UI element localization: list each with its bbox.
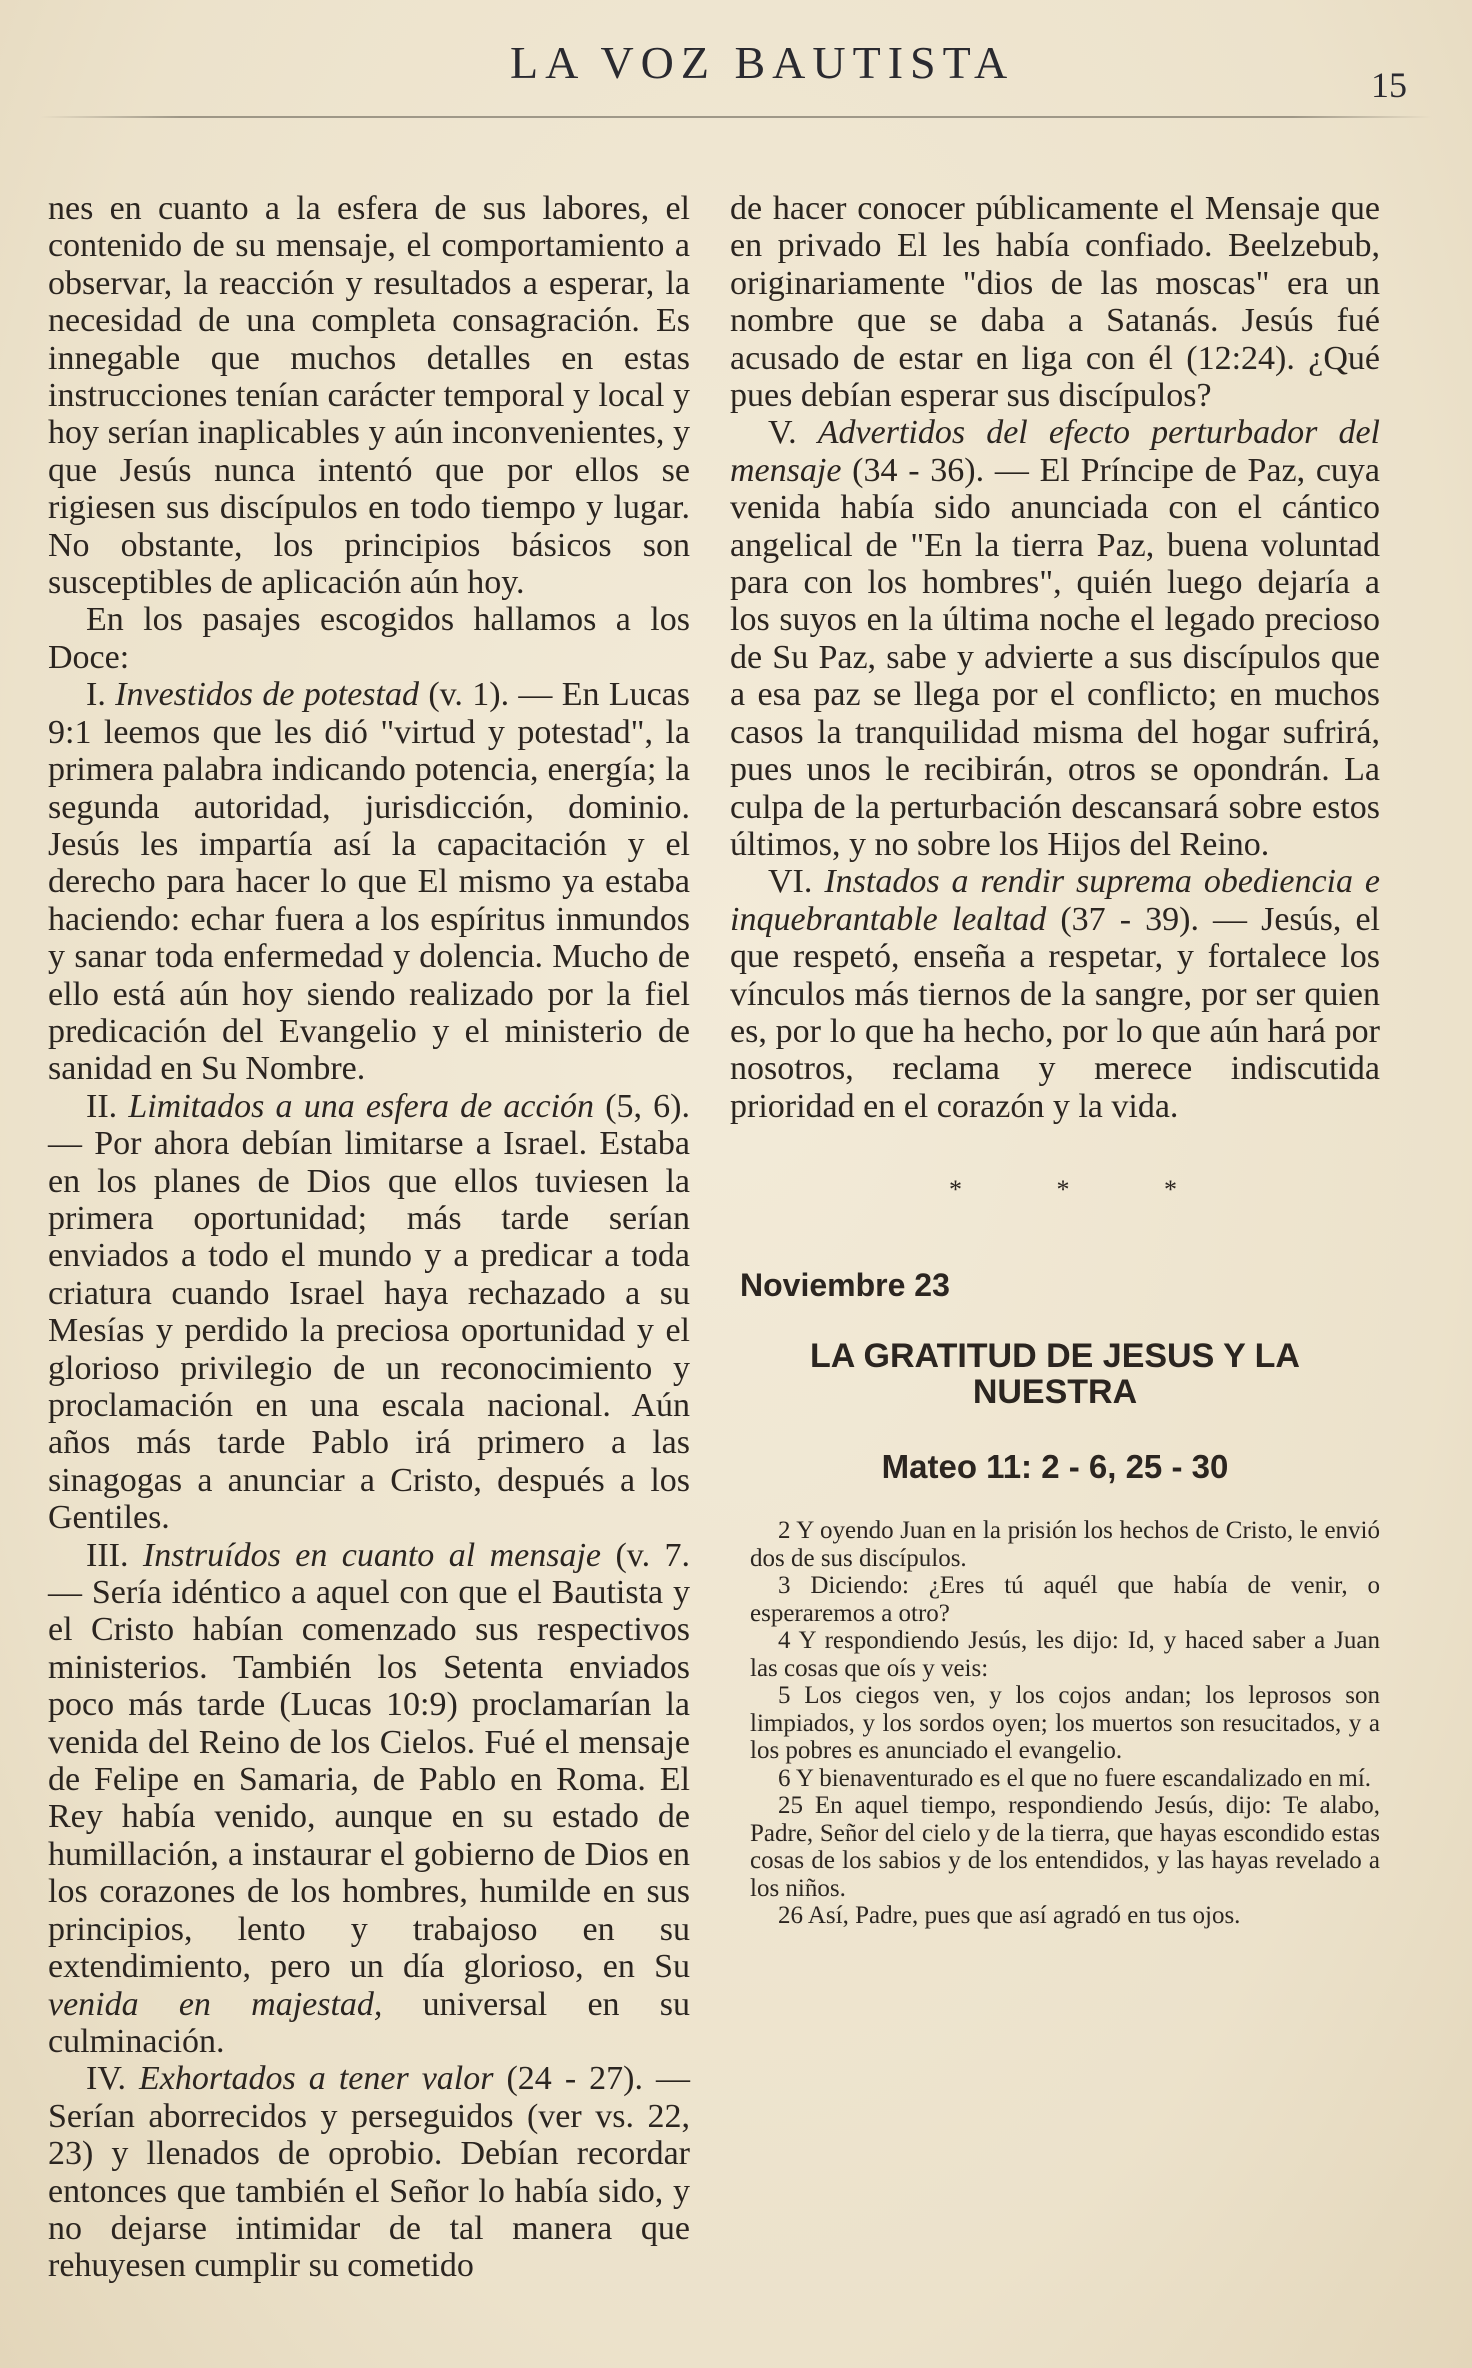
section-number: III. bbox=[86, 1536, 129, 1574]
section-title: Limitados a una esfera de acción bbox=[128, 1087, 595, 1125]
verse: 5 Los ciegos ven, y los cojos andan; los leprosos son limpiados, y los sordos oyen; los muertos son resucitados, y a los pobres es anunciado el evangelio. bbox=[750, 1682, 1380, 1765]
section-tail: universal en su culminación. bbox=[48, 1985, 690, 2060]
section-5 bbox=[730, 414, 1380, 863]
left-column bbox=[48, 190, 690, 2285]
section-title: Instruídos en cuanto al mensaje bbox=[142, 1536, 602, 1574]
verse: 3 Diciendo: ¿Eres tú aquél que había de venir, o esperaremos a otro? bbox=[750, 1572, 1380, 1627]
running-title: LA VOZ BAUTISTA bbox=[510, 37, 1015, 88]
page-header bbox=[40, 30, 1432, 120]
section-title: Investidos de potestad bbox=[115, 676, 419, 714]
section-2 bbox=[48, 1088, 690, 1537]
lesson-date: Noviembre 23 bbox=[740, 1266, 950, 1303]
lesson-title: LA GRATITUD DE JESUS Y LA NUESTRA bbox=[810, 1336, 1300, 1411]
paragraph: de hacer conocer públicamente el Mensaje que en privado El les había confiado. Beelzebub, originariamente "dios de las moscas" era un nombre que se daba a Satanás. Jesús fué acusado de estar en liga con él (12:24). ¿Qué pues debían esperar sus discípulos? bbox=[730, 190, 1380, 415]
section-title: Exhortados a tener valor bbox=[139, 2060, 494, 2098]
verse-list bbox=[730, 1517, 1380, 1930]
section-body: (34 - 36). — El Príncipe de Paz, cuya venida había sido anunciada con el cántico angelical de "En la tierra Paz, buena voluntad para con los hombres", quién luego dejaría a los suyos en la última noche el legado precioso de Su Paz, sabe y advierte a sus discípulos que a esa paz se llega por el conflicto; en muchos casos la tranquilidad misma del hogar sufrirá, pues unos le recibirán, otros se opondrán. La culpa de la perturbación descansará sobre estos últimos, y no sobre los Hijos del Reino. bbox=[730, 451, 1380, 863]
section-number: IV. bbox=[86, 2060, 126, 2098]
section-number: II. bbox=[86, 1087, 118, 1125]
header-rule bbox=[40, 116, 1432, 118]
section-body: (v. 1). — En Lucas 9:1 leemos que les dió "virtud y potestad", la primera palabra indicando potencia, energía; la segunda autoridad, jurisdicción, dominio. Jesús les impartía así la capacitación y el derecho para hacer lo que El mismo ya estaba haciendo: echar fuera a los espíritus inmundos y sanar toda enfermedad y dolencia. Mucho de ello está aún hoy siendo realizado por la fiel predicación del Evangelio y el ministerio de sanidad en Su Nombre. bbox=[48, 676, 691, 1088]
paragraph: nes en cuanto a la esfera de sus labores, el contenido de su mensaje, el comportamiento a observar, la reacción y resultados a esperar, la necesidad de una completa consagración. Es innegable que muchos detalles en estas instrucciones tenían carácter temporal y local y hoy serían inaplicables y aún inconvenientes, y que Jesús nunca intentó que por ellos se rigiesen sus discípulos en todo tiempo y lugar. No obstante, los principios básicos son susceptibles de aplicación aún hoy. bbox=[48, 190, 690, 602]
section-title: Advertidos del efecto perturbador del mensaje bbox=[730, 414, 1380, 489]
verse: 2 Y oyendo Juan en la prisión los hechos de Cristo, le envió dos de sus discípulos. bbox=[750, 1517, 1380, 1572]
section-title: Instados a rendir suprema obediencia e inquebrantable lealtad bbox=[730, 863, 1380, 938]
right-column bbox=[730, 190, 1380, 1930]
section-ornament: * * * bbox=[949, 1175, 1221, 1205]
section-6 bbox=[730, 863, 1380, 1125]
section-number: VI. bbox=[768, 863, 813, 901]
section-number: V. bbox=[768, 414, 797, 452]
paragraph: En los pasajes escogidos hallamos a los Doce: bbox=[48, 601, 690, 676]
verse: 4 Y respondiendo Jesús, les dijo: Id, y haced saber a Juan las cosas que oís y veis: bbox=[750, 1627, 1380, 1682]
section-emphasis: venida en majestad, bbox=[48, 1985, 383, 2023]
section-body: (37 - 39). — Jesús, el que respetó, enseña a respetar, y fortalece los vínculos más tiernos de la sangre, por ser quien es, por lo que ha hecho, por lo que aún hará por nosotros, reclama y merece indiscutida prioridad en el corazón y la vida. bbox=[730, 900, 1381, 1125]
verse: 25 En aquel tiempo, respondiendo Jesús, dijo: Te alabo, Padre, Señor del cielo y de la tierra, que hayas escondido estas cosas de los sabios y de los entendidos, y las hayas revelado a los niños. bbox=[750, 1792, 1380, 1902]
page-number: 15 bbox=[1371, 65, 1407, 105]
section-1 bbox=[48, 676, 690, 1087]
section-4 bbox=[48, 2060, 690, 2284]
verse: 6 Y bienaventurado es el que no fuere escandalizado en mí. bbox=[778, 1764, 1372, 1792]
scripture-reference: Mateo 11: 2 - 6, 25 - 30 bbox=[881, 1447, 1229, 1485]
section-body: (24 - 27). — Serían aborrecidos y perseguidos (ver vs. 22, 23) y llenados de oprobio. Debían recordar entonces que también el Señor lo había sido, y no dejarse intimidar de tal manera que rehuyesen cumplir su cometido bbox=[48, 2060, 690, 2285]
section-body: (5, 6). — Por ahora debían limitarse a Israel. Estaba en los planes de Dios que ellos tuviesen la primera oportunidad; más tarde serían enviados a todo el mundo y a predicar a toda criatura cuando Israel haya rechazado a su Mesías y perdido la preciosa oportunidad y el glorioso privilegio de un reconocimiento y proclamación en una escala nacional. Aún años más tarde Pablo irá primero a las sinagogas a anunciar a Cristo, después a los Gentiles. bbox=[48, 1087, 690, 1537]
section-3 bbox=[48, 1537, 690, 2061]
section-body: (v. 7. — Sería idéntico a aquel con que el Bautista y el Cristo habían comenzado sus respectivos ministerios. También los Setenta enviados poco más tarde (Lucas 10:9) proclamarían la venida del Reino de los Cielos. Fué el mensaje de Felipe en Samaria, de Pablo en Roma. El Rey había venido, aunque en su estado de humillación, a instaurar el gobierno de Dios en los corazones de los hombres, humilde en sus principios, lento y trabajoso en su extendimiento, pero un día glorioso, en Su bbox=[48, 1536, 691, 1986]
section-number: I. bbox=[86, 676, 106, 714]
verse: 26 Así, Padre, pues que así agradó en tus ojos. bbox=[778, 1902, 1241, 1930]
